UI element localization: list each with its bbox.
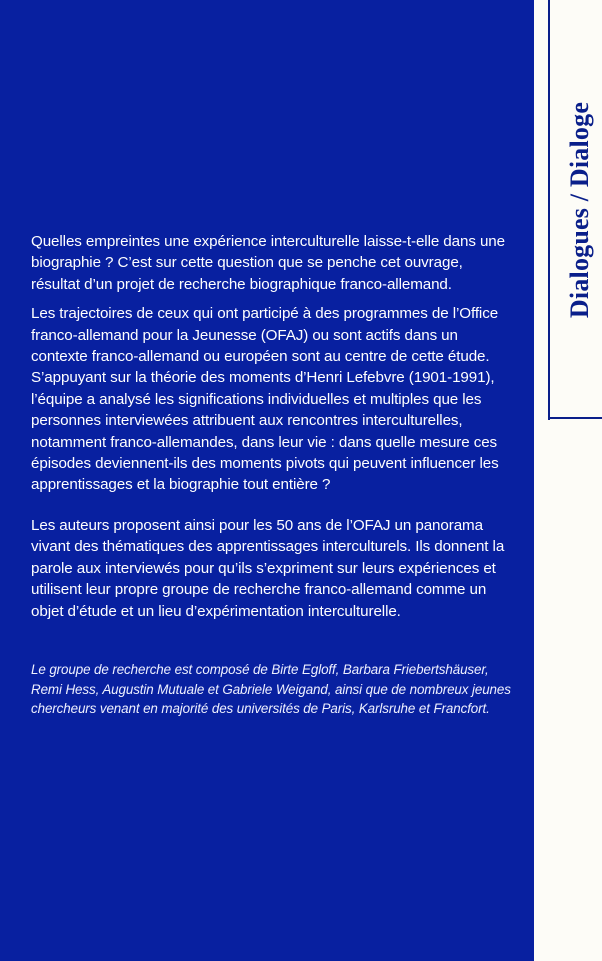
summary-paragraph-1: Quelles empreintes une expérience interculturelle laisse-t-elle dans une biographie ? C’est sur cette question que se penche cet ouvrage, résultat d’un projet de recherche biographique franco-allemand.: [31, 233, 506, 293]
spine-rule-horizontal: [548, 417, 602, 419]
summary-paragraph-3: Les auteurs proposent ainsi pour les 50 ans de l’OFAJ un panorama vivant des thématiques des apprentissages interculturels. Ils donnent la parole aux interviewés pour qu’ils s’expriment sur leurs expériences et utilisent leur propre groupe de recherche franco-allemand comme un objet d’étude et un lieu d’expérimentation interculturelle.: [31, 516, 505, 620]
summary-paragraph-2: Les trajectoires de ceux qui ont participé à des programmes de l’Office franco-allemand pour la Jeunesse (OFAJ) ou sont actifs dans un contexte franco-allemand ou européen sont au centre de cette étude. S’appuyant sur la théorie des moments d’Henri Lefebvre (1901-1991), l’équipe a analysé les significations individuelles et multiples que les personnes interviewées attribuent aux rencontres interculturelles, notamment franco-allemandes, dans leur vie : dans quelle mesure ces épisodes deviennent-ils des moments pivots qui peuvent influencer les apprentissages et la biographie tout entière ?: [31, 305, 499, 494]
series-title: Dialogues / Dialoge: [565, 101, 594, 319]
back-cover-text: [31, 231, 511, 719]
spine-rule-vertical: [548, 0, 550, 420]
research-group-credits: Le groupe de recherche est composé de Birte Egloff, Barbara Friebertshäuser, Remi Hess, Augustin Mutuale et Gabriele Weigand, ainsi que de nombreux jeunes chercheurs venant en majorité des universités de Paris, Karlsruhe et Francfort.: [31, 661, 511, 717]
